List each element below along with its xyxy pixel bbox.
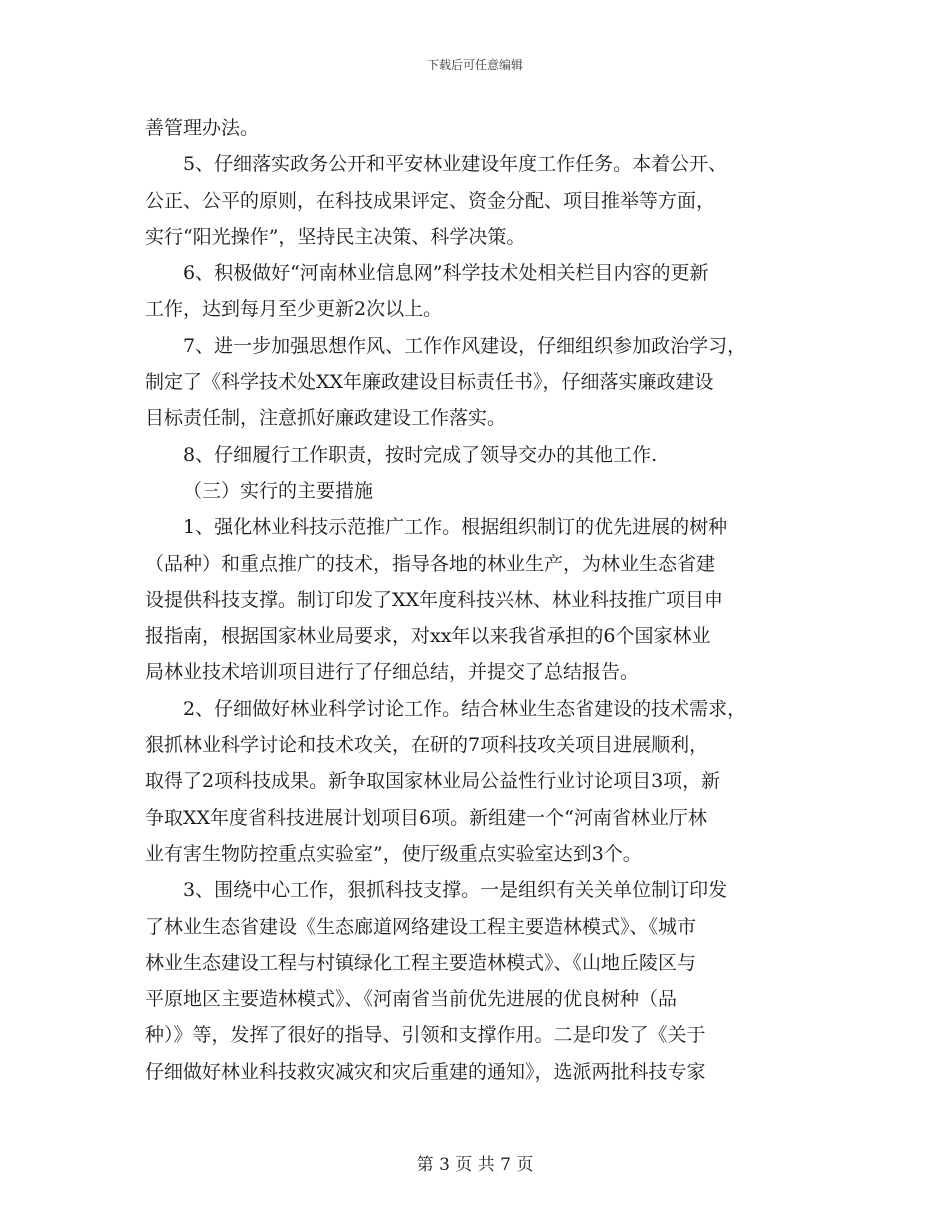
text-line: （三）实行的主要措施 bbox=[183, 479, 374, 502]
text-line: 3、围绕中心工作，狠抓科技支撑。一是组织有关关单位制订印发 bbox=[183, 879, 728, 902]
page-number: 第 3 页 共 7 页 bbox=[416, 1155, 534, 1175]
text-line: 善管理办法。 bbox=[145, 117, 260, 139]
text-line: 林业生态建设工程与村镇绿化工程主要造林模式》、《山地丘陵区与 bbox=[145, 951, 697, 974]
text-line: 5、仔细落实政务公开和平安林业建设年度工作任务。本着公开、 bbox=[183, 153, 728, 176]
text-line: 报指南，根据国家林业局要求，对xx年以来我省承担的6个国家林业 bbox=[145, 625, 711, 648]
text-line: 业有害生物防控重点实验室”，使厅级重点实验室达到3个。 bbox=[145, 842, 642, 865]
text-line: 局林业技术培训项目进行了仔细总结，并提交了总结报告。 bbox=[145, 661, 640, 684]
text-line: 仔细做好林业科技救灾减灾和灾后重建的通知》，选派两批科技专家 bbox=[145, 1060, 706, 1083]
text-line: 实行“阳光操作”，坚持民主决策、科学决策。 bbox=[145, 225, 526, 248]
text-line: 1、强化林业科技示范推广工作。根据组织制订的优先进展的树种 bbox=[183, 516, 728, 539]
text-line: 公正、公平的原则，在科技成果评定、资金分配、项目推举等方面， bbox=[145, 189, 716, 212]
text-line: 2、仔细做好林业科学讨论工作。结合林业生态省建设的技术需求， bbox=[183, 697, 747, 720]
text-line: 狠抓林业科学讨论和技术攻关，在研的7项科技攻关项目进展顺利， bbox=[145, 734, 709, 757]
text-line: 设提供科技支撑。制订印发了XX年度科技兴林、林业科技推广项目申 bbox=[145, 588, 724, 611]
text-line: 工作，达到每月至少更新2次以上。 bbox=[145, 298, 443, 321]
text-line: 制定了《科学技术处XX年廉政建设目标责任书》，仔细落实廉政建设 bbox=[145, 371, 714, 394]
text-line: 8、仔细履行工作职责，按时完成了领导交办的其他工作. bbox=[183, 443, 658, 466]
text-line: 争取XX年度省科技进展计划项目6项。新组建一个“河南省林业厅林 bbox=[145, 806, 707, 829]
document-body bbox=[145, 110, 820, 1090]
text-line: 6、积极做好“河南林业信息网”科学技术处相关栏目内容的更新 bbox=[183, 262, 709, 285]
text-line: 取得了2项科技成果。新争取国家林业局公益性行业讨论项目3项，新 bbox=[145, 770, 721, 793]
text-line: 种）》等，发挥了很好的指导、引领和支撑作用。二是印发了《关于 bbox=[145, 1024, 706, 1047]
text-line: 了林业生态省建设《生态廊道网络建设工程主要造林模式》、《城市 bbox=[145, 915, 697, 938]
text-line: （品种）和重点推广的技术，指导各地的林业生产，为林业生态省建 bbox=[145, 552, 716, 575]
page-header-note: 下载后可任意编辑 bbox=[426, 58, 523, 72]
text-line: 目标责任制，注意抓好廉政建设工作落实。 bbox=[145, 407, 507, 430]
text-line: 7、进一步加强思想作风、工作作风建设，仔细组织参加政治学习， bbox=[183, 334, 747, 357]
text-line: 平原地区主要造林模式》、《河南省当前优先进展的优良树种（品 bbox=[145, 988, 678, 1011]
